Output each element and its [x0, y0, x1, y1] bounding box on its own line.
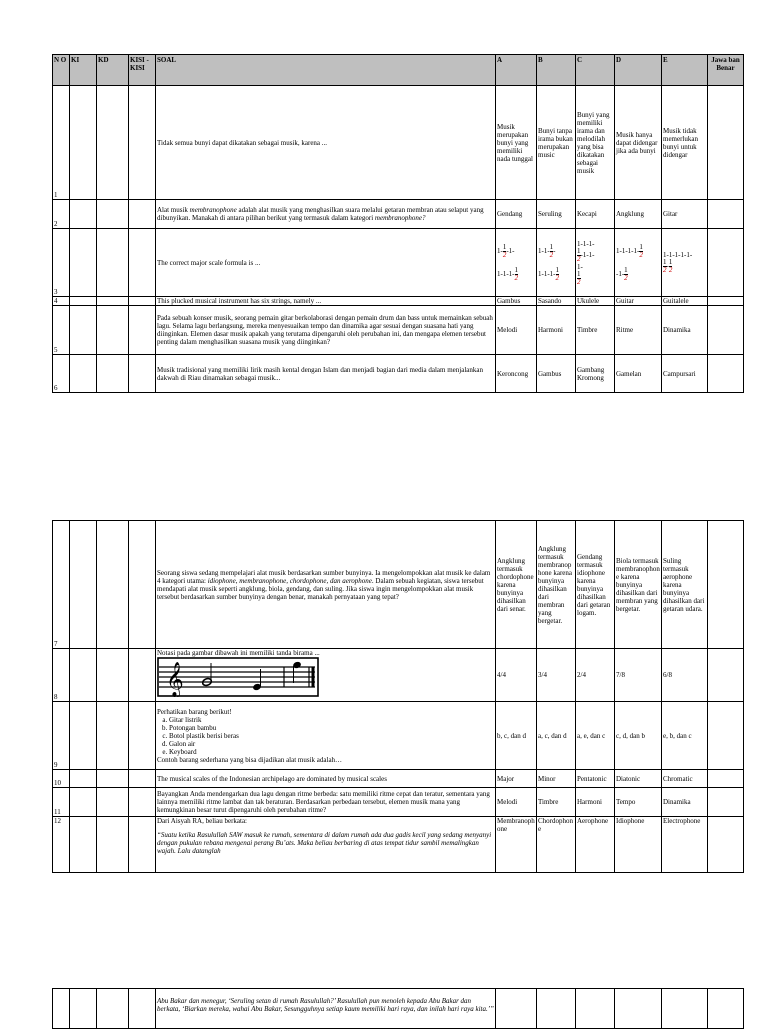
question-number [53, 989, 70, 1029]
question-text: Perhatikan barang berikut! a. Gitar listrik b. Potongan bambu c. Botol plastik berisi beras d. Galon air e. Keyboard Contoh barang sederhana yang bisa dijadikan alat musik adalah… [156, 702, 496, 770]
option-a: Major [496, 770, 537, 788]
option-c: Pentatonic [576, 770, 615, 788]
kisi-cell [129, 649, 156, 702]
question-text: Bayangkan Anda mendengarkan dua lagu dengan ritme berbeda: satu memiliki ritme cepat dan teratur, sementara yang lainnya memiliki ritme lambat dan tak beraturan. Berdasarkan perbedaan tersebut, elemen musik mana yang kemungkinan besar turut dipengaruhi oleh perubahan ritme? [156, 788, 496, 817]
option-c: Timbre [576, 306, 615, 355]
kd-cell [97, 788, 129, 817]
kd-cell [97, 521, 129, 649]
option-e: Suling termasuk aerophone karena bunyinya dihasilkan dari getaran udara. [662, 521, 708, 649]
half-fraction: $\frac{1}{2}$ [514, 265, 518, 282]
half-fraction: $\frac{1}{2}$ [624, 265, 628, 282]
ki-cell [70, 86, 97, 200]
header-jawaban: Jawa ban Benar [708, 55, 744, 86]
ki-cell [70, 770, 97, 788]
ki-cell [70, 989, 97, 1029]
option-c: Gendang termasuk idiophone karena bunyinya dihasilkan dari getaran logam. [576, 521, 615, 649]
half-fraction: $\frac{1}{2}$ [555, 265, 559, 282]
question-number: 4 [53, 297, 70, 306]
question-row [53, 86, 744, 200]
question-row [53, 770, 744, 788]
option-c: Bunyi yang memiliki irama dan melodilah yang bisa dikatakan sebagai musik [576, 86, 615, 200]
kisi-cell [129, 86, 156, 200]
question-text: Musik tradisional yang memiliki lirik masih kental dengan Islam dan menjadi bagian dari media dalam menjalankan dakwah di Riau dinamakan sebagai musik... [156, 355, 496, 393]
option-c: Kecapi [576, 200, 615, 229]
kisi-cell [129, 355, 156, 393]
question-row [53, 355, 744, 393]
header-soal: SOAL [156, 55, 496, 86]
kisi-cell [129, 200, 156, 229]
kd-cell [97, 355, 129, 393]
answer-cell [708, 297, 744, 306]
option-a: Gendang [496, 200, 537, 229]
question-row [53, 229, 744, 297]
ki-cell [70, 817, 97, 873]
option-a: Musik merupakan bunyi yang memiliki nada tunggal [496, 86, 537, 200]
answer-cell [708, 649, 744, 702]
header-b: B [537, 55, 576, 86]
kisi-cell [129, 770, 156, 788]
header-kisi: KISI - KISI [129, 55, 156, 86]
option-e [662, 989, 708, 1029]
kisi-cell [129, 306, 156, 355]
item-list [157, 716, 494, 756]
question-number: 5 [53, 306, 70, 355]
question-number: 9 [53, 702, 70, 770]
option-b: Bunyi tanpa irama bukan merupakan music [537, 86, 576, 200]
option-a: Melodi [496, 306, 537, 355]
ki-cell [70, 788, 97, 817]
option-d: 1-1-1-1- $\frac{1}{2}$ -1- $\frac{1}{2}$ [615, 229, 662, 297]
option-d: Idiophone [615, 817, 662, 873]
question-text: Tidak semua bunyi dapat dikatakan sebagai musik, karena ... [156, 86, 496, 200]
ki-cell [70, 355, 97, 393]
header-d: D [615, 55, 662, 86]
option-a: Angklung termasuk chordophone karena bunyinya dihasilkan dari senar. [496, 521, 537, 649]
list-item: a. Gitar listrik [169, 716, 494, 724]
question-table-3 [52, 988, 744, 1029]
option-e: Chromatic [662, 770, 708, 788]
question-text: Seorang siswa sedang mempelajari alat musik berdasarkan sumber bunyinya. Ia mengelompokkan alat musik ke dalam 4 kategori utama: idiophone, membranophone, chordophone, dan aerophone. Dalam sebuah kegiatan, siswa tersebut mendapati alat musik seperti angklung, biola, gendang, dan suling. Jika siswa ingin mengelompokkan alat musik tersebut berdasarkan sumber bunyinya dengan benar, manakah pernyataan yang tepat? [156, 521, 496, 649]
question-row [53, 200, 744, 229]
answer-cell [708, 788, 744, 817]
ki-cell [70, 521, 97, 649]
kisi-cell [129, 229, 156, 297]
question-number: 11 [53, 788, 70, 817]
question-row [53, 306, 744, 355]
kisi-cell [129, 297, 156, 306]
option-b: a, c, dan d [537, 702, 576, 770]
option-e: e, b, dan c [662, 702, 708, 770]
half-fraction: $\frac{1}{2}$ [668, 258, 673, 274]
option-d: Tempo [615, 788, 662, 817]
answer-cell [708, 817, 744, 873]
option-c [576, 989, 615, 1029]
header-row [53, 55, 744, 86]
header-e: E [662, 55, 708, 86]
question-text: This plucked musical instrument has six strings, namely ... [156, 297, 496, 306]
option-e: 6/8 [662, 649, 708, 702]
option-c: a, e, dan c [576, 702, 615, 770]
question-row [53, 702, 744, 770]
option-b [537, 989, 576, 1029]
option-a: Membranophone [496, 817, 537, 873]
answer-cell [708, 200, 744, 229]
half-fraction: $\frac{1}{2}$ [549, 242, 554, 259]
question-text: The correct major scale formula is ... [156, 229, 496, 297]
answer-cell [708, 521, 744, 649]
ki-cell [70, 306, 97, 355]
option-e: Campursari [662, 355, 708, 393]
ki-cell [70, 702, 97, 770]
kd-cell [97, 306, 129, 355]
option-e: Dinamika [662, 306, 708, 355]
option-b: Chordophone [537, 817, 576, 873]
kd-cell [97, 649, 129, 702]
option-e: Electrophone [662, 817, 708, 873]
answer-cell [708, 770, 744, 788]
answer-cell [708, 355, 744, 393]
kd-cell [97, 297, 129, 306]
kd-cell [97, 989, 129, 1029]
option-e: Guitalele [662, 297, 708, 306]
option-c: Ukulele [576, 297, 615, 306]
question-number: 1 [53, 86, 70, 200]
question-text: Notasi pada gambar dibawah ini memiliki tanda birama ... 𝄞 [156, 649, 496, 702]
option-d: Gamelan [615, 355, 662, 393]
question-text: Alat musik membranophone adalah alat musik yang menghasilkan suara melalui getaran membran atau selaput yang dibunyikan. Manakah di antara pilihan berikut yang termasuk dalam kategori membranophone? [156, 200, 496, 229]
ki-cell [70, 297, 97, 306]
list-item: d. Galon air [169, 740, 494, 748]
question-number: 3 [53, 229, 70, 297]
option-c: Harmoni [576, 788, 615, 817]
question-row [53, 788, 744, 817]
option-d [615, 989, 662, 1029]
kd-cell [97, 200, 129, 229]
list-item: c. Botol plastik berisi beras [169, 732, 494, 740]
question-text: Dari Aisyah RA, beliau berkata: “Suatu ketika Rasulullah SAW masuk ke rumah, sementara di dalam rumah ada dua gadis kecil yang sedang menyanyi dengan pukulan rebana mengenai perang Bu’ats. Maka beliau berbaring di atas tempat tidur sambil memalingkan wajah. Lalu datanglah [156, 817, 496, 873]
option-d: Angklung [615, 200, 662, 229]
option-b: Gambus [537, 355, 576, 393]
half-fraction: $\frac{1}{2}$ [639, 242, 643, 259]
option-b: Timbre [537, 788, 576, 817]
half-fraction: $\frac{1}{2}$ [663, 258, 667, 274]
question-row [53, 521, 744, 649]
question-row [53, 649, 744, 702]
half-fraction: $\frac{1}{2}$ [502, 242, 507, 259]
option-d: Diatonic [615, 770, 662, 788]
question-row [53, 817, 744, 873]
question-number: 2 [53, 200, 70, 229]
option-c: 2/4 [576, 649, 615, 702]
kd-cell [97, 817, 129, 873]
kisi-cell [129, 702, 156, 770]
answer-cell [708, 306, 744, 355]
question-row [53, 297, 744, 306]
option-b: Sasando [537, 297, 576, 306]
option-d: Musik hanya dapat didengar jika ada bunyi [615, 86, 662, 200]
question-number: 8 [53, 649, 70, 702]
option-c: 1-1-1- $\frac{1}{2}$ -1-1- 1- $\frac{1}{2}$ [576, 229, 615, 297]
question-number: 6 [53, 355, 70, 393]
header-c: C [576, 55, 615, 86]
ki-cell [70, 649, 97, 702]
music-staff-image [157, 657, 494, 701]
kd-cell [97, 770, 129, 788]
question-number: 10 [53, 770, 70, 788]
kisi-cell [129, 817, 156, 873]
svg-text:𝄞: 𝄞 [166, 662, 184, 697]
header-no: N O [53, 55, 70, 86]
list-item: b. Potongan bambu [169, 724, 494, 732]
question-text: Pada sebuah konser musik, seorang pemain gitar berkolaborasi dengan pemain drum dan bass untuk memainkan sebuah lagu. Selama lagu berlangsung, mereka menyesuaikan tempo dan dinamika agar sesuai dengan suasana hati yang diinginkan. Elemen dasar musik apakah yang terutama dipengaruhi oleh perubahan ini, dan mengapa elemen tersebut penting dalam menghasilkan suasana musik yang diinginkan? [156, 306, 496, 355]
question-table-2 [52, 520, 744, 873]
option-d: Biola termasuk membranophone karena bunyinya dihasilkan dari membran yang bergetar. [615, 521, 662, 649]
music-staff-icon [157, 657, 319, 697]
kisi-cell [129, 989, 156, 1029]
option-e: Dinamika [662, 788, 708, 817]
option-b: Angklung termasuk membranophone karena bunyinya dihasilkan dari membran yang bergetar. [537, 521, 576, 649]
option-e: 1-1-1-1-1- $\frac{1}{2}$ - $\frac{1}{2}$ [662, 229, 708, 297]
answer-cell [708, 86, 744, 200]
option-a: b, c, dan d [496, 702, 537, 770]
half-fraction: $\frac{1}{2}$ [577, 269, 581, 286]
question-number: 7 [53, 521, 70, 649]
option-e: Musik tidak memerlukan bunyi untuk didengar [662, 86, 708, 200]
option-c: Aerophone [576, 817, 615, 873]
ki-cell [70, 200, 97, 229]
answer-cell [708, 989, 744, 1029]
option-b: Minor [537, 770, 576, 788]
question-number: 12 [53, 817, 70, 873]
option-a: 4/4 [496, 649, 537, 702]
option-a: Gambus [496, 297, 537, 306]
question-row [53, 989, 744, 1029]
option-b: Harmoni [537, 306, 576, 355]
header-kd: KD [97, 55, 129, 86]
answer-cell [708, 229, 744, 297]
option-a: 1- $\frac{1}{2}$ -1- 1-1-1- $\frac{1}{2}$ [496, 229, 537, 297]
kd-cell [97, 702, 129, 770]
kd-cell [97, 86, 129, 200]
kisi-cell [129, 521, 156, 649]
option-b: Seruling [537, 200, 576, 229]
option-b: 3/4 [537, 649, 576, 702]
option-d: c, d, dan b [615, 702, 662, 770]
option-a [496, 989, 537, 1029]
header-ki: KI [70, 55, 97, 86]
question-text: The musical scales of the Indonesian archipelago are dominated by musical scales [156, 770, 496, 788]
question-table-1 [52, 54, 744, 393]
option-d: Guitar [615, 297, 662, 306]
question-text: Abu Bakar dan menegur, ‘Seruling setan di rumah Rasulullah?’ Rasulullah pun menoleh kepada Abu Bakar dan berkata, ‘Biarkan mereka, wahai Abu Bakar, Sesungguhnya setiap kaum memiliki hari raya, dan inilah hari raya kita.’” [156, 989, 496, 1029]
option-d: Ritme [615, 306, 662, 355]
half-fraction: $\frac{1}{2}$ [577, 246, 581, 263]
option-a: Melodi [496, 788, 537, 817]
option-a: Keroncong [496, 355, 537, 393]
header-a: A [496, 55, 537, 86]
list-item: e. Keyboard [169, 748, 494, 756]
option-c: Gambang Kromong [576, 355, 615, 393]
option-b: 1-1- $\frac{1}{2}$ - 1-1-1- $\frac{1}{2}$ [537, 229, 576, 297]
answer-cell [708, 702, 744, 770]
kisi-cell [129, 788, 156, 817]
option-e: Gitar [662, 200, 708, 229]
ki-cell [70, 229, 97, 297]
option-d: 7/8 [615, 649, 662, 702]
kd-cell [97, 229, 129, 297]
